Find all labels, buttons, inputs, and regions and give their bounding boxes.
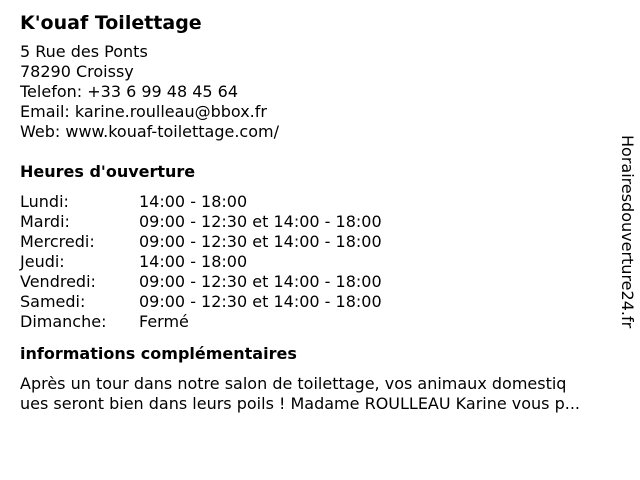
hours-heading: Heures d'ouverture — [20, 162, 196, 181]
day-label: Dimanche: — [20, 312, 107, 331]
day-label: Lundi: — [20, 192, 69, 211]
phone-line: Telefon: +33 6 99 48 45 64 — [20, 82, 239, 101]
day-hours: 09:00 - 12:30 et 14:00 - 18:00 — [139, 232, 382, 251]
hours-row-sunday — [20, 312, 620, 332]
site-watermark: Horairesdouverture24.fr — [618, 135, 637, 329]
day-label: Vendredi: — [20, 272, 96, 291]
day-hours: 09:00 - 12:30 et 14:00 - 18:00 — [139, 212, 382, 231]
email-line: Email: karine.roulleau@bbox.fr — [20, 102, 267, 121]
info-heading: informations complémentaires — [20, 344, 297, 363]
day-hours: 09:00 - 12:30 et 14:00 - 18:00 — [139, 272, 382, 291]
day-hours: 09:00 - 12:30 et 14:00 - 18:00 — [139, 292, 382, 311]
info-description-line-2: ues seront bien dans leurs poils ! Madame ROULLEAU Karine vous p... — [20, 394, 581, 413]
day-label: Mardi: — [20, 212, 70, 231]
hours-row-tuesday — [20, 212, 620, 232]
hours-row-wednesday — [20, 232, 620, 252]
hours-row-monday — [20, 192, 620, 212]
day-hours: 14:00 - 18:00 — [139, 252, 248, 271]
day-label: Jeudi: — [20, 252, 65, 271]
hours-row-saturday — [20, 292, 620, 312]
day-label: Mercredi: — [20, 232, 95, 251]
address-city: 78290 Croissy — [20, 62, 134, 81]
business-card — [20, 10, 620, 414]
address-street: 5 Rue des Ponts — [20, 42, 148, 61]
business-name: K'ouaf Toilettage — [20, 12, 202, 34]
day-label: Samedi: — [20, 292, 86, 311]
day-hours: 14:00 - 18:00 — [139, 192, 248, 211]
hours-table — [20, 192, 620, 332]
hours-row-friday — [20, 272, 620, 292]
day-hours: Fermé — [139, 312, 189, 331]
hours-row-thursday — [20, 252, 620, 272]
info-description-line-1: Après un tour dans notre salon de toilettage, vos animaux domestiq — [20, 374, 567, 393]
web-line: Web: www.kouaf-toilettage.com/ — [20, 122, 279, 141]
